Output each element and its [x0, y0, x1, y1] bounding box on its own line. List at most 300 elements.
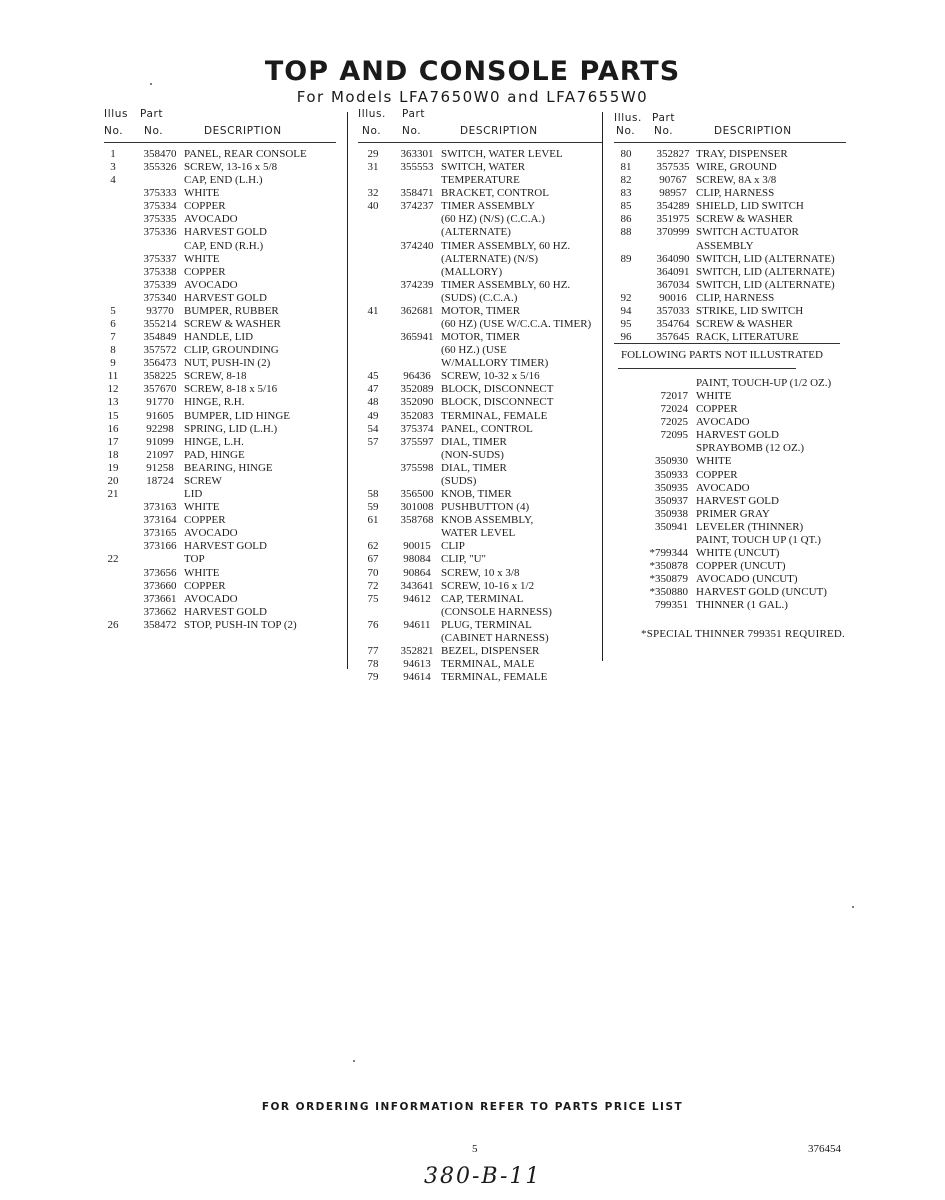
part-row — [358, 213, 602, 226]
illus-number: 76 — [367, 618, 379, 631]
part-description: WHITE — [696, 455, 732, 468]
part-number: 92298 — [146, 422, 174, 435]
part-description: TIMER ASSEMBLY — [441, 200, 535, 213]
not-illustrated-row — [614, 508, 846, 521]
part-number: 93770 — [146, 304, 174, 317]
part-description: SCREW, 8A x 3/8 — [696, 174, 777, 187]
part-row — [358, 540, 602, 553]
part-row — [358, 606, 602, 619]
illus-number: 95 — [620, 318, 632, 331]
part-number: 375339 — [143, 278, 177, 291]
part-description: AVOCADO — [184, 278, 238, 291]
part-description: PAD, HINGE — [184, 448, 245, 461]
part-number: 18724 — [146, 474, 174, 487]
part-row — [104, 449, 336, 462]
part-number: 362681 — [400, 304, 434, 317]
not-illustrated-row — [614, 586, 846, 599]
part-description: CLIP, GROUNDING — [184, 344, 279, 357]
scan-speck — [852, 906, 854, 908]
part-description: HINGE, R.H. — [184, 396, 245, 409]
part-number: 98957 — [659, 187, 687, 200]
part-number: 350938 — [655, 507, 688, 520]
part-row — [104, 148, 336, 161]
description-header: DESCRIPTION — [460, 125, 538, 137]
part-row — [358, 436, 602, 449]
parts-column-1 — [104, 106, 336, 632]
not-illustrated-row — [614, 534, 846, 547]
illus-number: 7 — [110, 331, 116, 344]
illus-number: 12 — [107, 383, 119, 396]
part-description: CAP, END (L.H.) — [184, 174, 263, 187]
part-number: 365941 — [400, 331, 434, 344]
part-description: AVOCADO — [184, 592, 238, 605]
part-description: ASSEMBLY — [696, 239, 754, 252]
part-row — [104, 383, 336, 396]
part-row — [104, 174, 336, 187]
part-description: TERMINAL, MALE — [441, 658, 535, 671]
part-number: 358225 — [143, 370, 177, 383]
part-description: SWITCH, LID (ALTERNATE) — [696, 252, 835, 265]
part-number: 355553 — [400, 161, 434, 174]
part-description: COPPER (UNCUT) — [696, 560, 786, 573]
illus-number: 80 — [620, 148, 632, 160]
part-description: W/MALLORY TIMER) — [441, 357, 549, 370]
part-row — [358, 410, 602, 423]
part-description: HARVEST GOLD — [696, 494, 779, 507]
part-row — [104, 619, 336, 632]
part-row — [358, 475, 602, 488]
part-number: 370999 — [656, 226, 690, 239]
part-description: AVOCADO — [184, 527, 238, 540]
part-description: CLIP — [441, 540, 465, 553]
part-row — [104, 253, 336, 266]
part-row — [614, 174, 846, 187]
part-description: (ALTERNATE) — [441, 226, 511, 239]
part-description: SCREW, 8-18 — [184, 370, 247, 383]
part-description: PAINT, TOUCH UP (1 QT.) — [696, 533, 821, 546]
part-header: Part — [652, 112, 676, 124]
illus-number: 32 — [367, 187, 379, 200]
part-row — [104, 488, 336, 501]
illus-number: 67 — [367, 553, 379, 566]
part-description: SPRAYBOMB (12 OZ.) — [696, 442, 805, 455]
part-number: 72025 — [660, 416, 688, 429]
description-header: DESCRIPTION — [204, 125, 282, 137]
page-title: TOP AND CONSOLE PARTS — [264, 56, 681, 87]
part-description: COPPER — [184, 579, 226, 592]
column-divider — [602, 112, 603, 661]
part-row — [104, 436, 336, 449]
part-number: 354849 — [143, 331, 177, 344]
part-number: 357535 — [656, 161, 690, 174]
part-row — [358, 174, 602, 187]
part-description: SWITCH ACTUATOR — [696, 226, 799, 239]
part-row — [358, 161, 602, 174]
column-header — [104, 106, 336, 142]
illus-no-header: No. — [104, 125, 124, 137]
part-row — [614, 226, 846, 239]
illus-header: Illus. — [358, 108, 386, 120]
part-number: 358470 — [143, 148, 177, 160]
part-number: 374237 — [400, 200, 434, 213]
following-heading: FOLLOWING PARTS NOT ILLUSTRATED — [621, 349, 823, 361]
part-description: PANEL, REAR CONSOLE — [184, 148, 307, 160]
illus-number: 78 — [367, 658, 379, 671]
not-illustrated-row — [614, 429, 846, 442]
illus-number: 17 — [107, 435, 119, 448]
part-row — [358, 357, 602, 370]
part-row — [358, 514, 602, 527]
illus-no-header: No. — [362, 125, 382, 137]
part-description: COPPER — [184, 200, 226, 213]
part-number: 21097 — [146, 448, 174, 461]
illus-number: 26 — [107, 618, 119, 631]
part-description: SCREW & WASHER — [696, 318, 793, 331]
part-number: 375598 — [400, 461, 434, 474]
part-row — [358, 292, 602, 305]
part-number: 350941 — [655, 520, 688, 533]
illus-number: 79 — [367, 671, 379, 684]
part-row — [104, 266, 336, 279]
illus-number: 47 — [367, 383, 379, 396]
part-description: SWITCH, WATER — [441, 161, 526, 174]
illus-number: 58 — [367, 488, 379, 501]
part-row — [358, 226, 602, 239]
part-row — [104, 200, 336, 213]
part-number: *350880 — [649, 586, 688, 599]
part-row — [104, 357, 336, 370]
part-row — [358, 383, 602, 396]
part-row — [614, 200, 846, 213]
column-header — [358, 106, 602, 142]
illus-number: 70 — [367, 566, 379, 579]
illus-number: 9 — [110, 357, 116, 370]
part-description: WHITE — [184, 252, 220, 265]
part-row — [614, 318, 846, 331]
part-row — [104, 593, 336, 606]
part-number: 90016 — [659, 291, 687, 304]
part-description: PRIMER GRAY — [696, 507, 770, 520]
part-description: SPRING, LID (L.H.) — [184, 422, 278, 435]
illus-number: 16 — [107, 422, 119, 435]
part-number: 94613 — [403, 658, 431, 671]
part-number: 352821 — [400, 644, 434, 657]
part-description: PUSHBUTTON (4) — [441, 501, 530, 514]
illus-number: 82 — [620, 174, 632, 187]
illus-number: 4 — [110, 174, 116, 187]
part-number: 91099 — [146, 435, 174, 448]
part-row — [104, 213, 336, 226]
part-description: SHIELD, LID SWITCH — [696, 200, 804, 213]
illus-number: 48 — [367, 396, 379, 409]
part-description: BEARING, HINGE — [184, 461, 273, 474]
parts-rows — [614, 148, 846, 344]
part-number: 357670 — [143, 383, 177, 396]
part-description: SCREW, 10-32 x 5/16 — [441, 370, 540, 383]
part-description: (MALLORY) — [441, 265, 503, 278]
column-header — [614, 106, 846, 142]
part-number: 343641 — [400, 579, 434, 592]
part-number: 94614 — [403, 671, 431, 684]
not-illustrated-row — [614, 442, 846, 455]
part-description: BLOCK, DISCONNECT — [441, 396, 554, 409]
part-number: 375597 — [400, 435, 434, 448]
not-illustrated-row — [614, 469, 846, 482]
illus-number: 40 — [367, 200, 379, 213]
part-description: COPPER — [696, 403, 738, 416]
description-header: DESCRIPTION — [714, 125, 792, 137]
part-row — [104, 305, 336, 318]
part-number: 373164 — [143, 514, 177, 527]
illus-number: 85 — [620, 200, 632, 213]
part-number: 373166 — [143, 540, 177, 553]
part-number: *350878 — [649, 560, 688, 573]
part-row — [358, 331, 602, 344]
part-description: HARVEST GOLD — [184, 605, 267, 618]
part-row — [104, 331, 336, 344]
part-row — [614, 266, 846, 279]
part-row — [358, 344, 602, 357]
part-row — [104, 527, 336, 540]
part-description: SWITCH, WATER LEVEL — [441, 148, 563, 160]
part-description: AVOCADO — [696, 481, 750, 494]
part-number: 355214 — [143, 318, 177, 331]
illus-no-header: No. — [616, 125, 636, 137]
part-description: TOP — [184, 553, 205, 566]
illus-number: 81 — [620, 161, 632, 174]
part-row — [104, 226, 336, 239]
illus-number: 94 — [620, 304, 632, 317]
part-row — [358, 580, 602, 593]
illus-number: 18 — [107, 448, 119, 461]
part-description: TRAY, DISPENSER — [696, 148, 788, 160]
part-row — [614, 253, 846, 266]
part-row — [104, 462, 336, 475]
part-number: 350935 — [655, 481, 688, 494]
part-description: KNOB ASSEMBLY, — [441, 514, 534, 527]
part-description: (SUDS) (C.C.A.) — [441, 291, 518, 304]
ordering-footer: FOR ORDERING INFORMATION REFER TO PARTS PRICE LIST — [261, 1101, 684, 1113]
part-no-header: No. — [654, 125, 674, 137]
part-description: NUT, PUSH-IN (2) — [184, 357, 271, 370]
part-row — [358, 553, 602, 566]
part-description: MOTOR, TIMER — [441, 331, 521, 344]
part-description: (NON-SUDS) — [441, 448, 504, 461]
part-number: 351975 — [656, 213, 690, 226]
not-illustrated-row — [614, 560, 846, 573]
illus-number: 75 — [367, 592, 379, 605]
part-number: 373163 — [143, 501, 177, 514]
part-description: COPPER — [184, 514, 226, 527]
part-number: 374239 — [400, 278, 434, 291]
following-top-rule — [614, 343, 840, 344]
part-number: 373661 — [143, 592, 177, 605]
part-header: Part — [402, 108, 426, 120]
part-description: CLIP, HARNESS — [696, 187, 775, 200]
not-illustrated-row — [614, 547, 846, 560]
part-number: 72017 — [660, 390, 688, 403]
part-description: SCREW, 8-18 x 5/16 — [184, 383, 278, 396]
illus-number: 49 — [367, 409, 379, 422]
part-number: 354289 — [656, 200, 690, 213]
parts-column-3 — [614, 106, 846, 344]
part-row — [358, 462, 602, 475]
illus-number: 45 — [367, 370, 379, 383]
not-illustrated-row — [614, 573, 846, 586]
not-illustrated-row — [614, 377, 846, 390]
part-description: KNOB, TIMER — [441, 488, 512, 501]
part-row — [358, 148, 602, 161]
part-number: 352089 — [400, 383, 434, 396]
parts-column-2 — [358, 106, 602, 684]
part-row — [614, 305, 846, 318]
part-row — [104, 580, 336, 593]
part-description: (CABINET HARNESS) — [441, 631, 549, 644]
part-row — [614, 279, 846, 292]
not-illustrated-row — [614, 521, 846, 534]
part-description: AVOCADO — [184, 213, 238, 226]
part-number: 91258 — [146, 461, 174, 474]
part-number: *799344 — [649, 547, 688, 560]
part-row — [358, 187, 602, 200]
part-description: COPPER — [184, 265, 226, 278]
illus-number: 72 — [367, 579, 379, 592]
part-description: HARVEST GOLD — [696, 429, 779, 442]
part-number: 375336 — [143, 226, 177, 239]
part-number: 375340 — [143, 291, 177, 304]
illus-number: 41 — [367, 304, 379, 317]
part-row — [358, 658, 602, 671]
illus-number: 6 — [110, 318, 116, 331]
part-number: 90864 — [403, 566, 431, 579]
part-number: 356500 — [400, 488, 434, 501]
part-number: 357033 — [656, 304, 690, 317]
illus-number: 13 — [107, 396, 119, 409]
illus-header: Illus — [104, 108, 129, 120]
illus-number: 20 — [107, 474, 119, 487]
part-number: 72095 — [660, 429, 688, 442]
part-number: 350933 — [655, 468, 688, 481]
part-number: 357645 — [656, 331, 690, 344]
scan-speck — [150, 83, 152, 85]
part-description: LID — [184, 488, 203, 501]
part-description: WATER LEVEL — [441, 527, 516, 540]
part-row — [104, 396, 336, 409]
part-description: THINNER (1 GAL.) — [696, 599, 788, 612]
part-description: WHITE — [184, 501, 220, 514]
part-row — [104, 501, 336, 514]
part-description: STRIKE, LID SWITCH — [696, 304, 804, 317]
part-description: WIRE, GROUND — [696, 161, 777, 174]
part-description: SCREW, 10-16 x 1/2 — [441, 579, 535, 592]
part-description: (60 HZ) (USE W/C.C.A. TIMER) — [441, 318, 592, 331]
part-description: AVOCADO — [696, 416, 750, 429]
part-row — [104, 475, 336, 488]
part-row — [358, 253, 602, 266]
part-description: DIAL, TIMER — [441, 435, 507, 448]
part-number: 364090 — [656, 252, 690, 265]
illus-number: 3 — [110, 161, 116, 174]
part-row — [358, 671, 602, 684]
part-number: 367034 — [656, 278, 690, 291]
models-subtitle: For Models LFA7650W0 and LFA7655W0 — [296, 88, 649, 106]
part-row — [614, 240, 846, 253]
illus-header: Illus. — [614, 112, 642, 124]
part-row — [614, 213, 846, 226]
part-row — [358, 200, 602, 213]
illus-number: 57 — [367, 435, 379, 448]
illus-number: 8 — [110, 344, 116, 357]
part-row — [104, 410, 336, 423]
part-description: WHITE (UNCUT) — [696, 547, 780, 560]
part-row — [358, 396, 602, 409]
part-description: PAINT, TOUCH-UP (1/2 OZ.) — [696, 377, 832, 389]
not-illustrated-row — [614, 482, 846, 495]
part-number: 352827 — [656, 148, 690, 160]
part-number: 356473 — [143, 357, 177, 370]
part-number: 357572 — [143, 344, 177, 357]
part-number: 98084 — [403, 553, 431, 566]
part-row — [358, 449, 602, 462]
part-number: 94611 — [403, 618, 431, 631]
illus-number: 61 — [367, 514, 379, 527]
part-number: 355326 — [143, 161, 177, 174]
part-description: DIAL, TIMER — [441, 461, 507, 474]
not-illustrated-row — [614, 416, 846, 429]
part-row — [104, 292, 336, 305]
part-row — [614, 161, 846, 174]
part-row — [614, 187, 846, 200]
illus-number: 54 — [367, 422, 379, 435]
part-description: BUMPER, LID HINGE — [184, 409, 291, 422]
part-number: 350937 — [655, 494, 688, 507]
part-description: (60 HZ.) (USE — [441, 344, 507, 357]
part-row — [104, 606, 336, 619]
part-row — [104, 514, 336, 527]
part-row — [358, 567, 602, 580]
part-description: (SUDS) — [441, 474, 477, 487]
part-description: (ALTERNATE) (N/S) — [441, 252, 539, 265]
part-description: (60 HZ) (N/S) (C.C.A.) — [441, 213, 545, 226]
not-illustrated-row — [614, 599, 846, 612]
illus-number: 62 — [367, 540, 379, 553]
part-row — [358, 632, 602, 645]
not-illustrated-row — [614, 403, 846, 416]
parts-rows — [104, 148, 336, 632]
part-description: CLIP, "U" — [441, 553, 487, 566]
part-description: TIMER ASSEMBLY, 60 HZ. — [441, 278, 571, 291]
part-description: LEVELER (THINNER) — [696, 520, 804, 533]
part-number: 91770 — [146, 396, 174, 409]
part-number: 364091 — [656, 265, 690, 278]
part-row — [358, 240, 602, 253]
part-number: 352090 — [400, 396, 434, 409]
illus-number: 88 — [620, 226, 632, 239]
part-description: WHITE — [696, 390, 732, 403]
part-description: TEMPERATURE — [441, 174, 520, 187]
illus-number: 86 — [620, 213, 632, 226]
part-row — [104, 240, 336, 253]
part-row — [104, 553, 336, 566]
part-row — [358, 370, 602, 383]
part-number: 91605 — [146, 409, 174, 422]
part-description: HARVEST GOLD — [184, 540, 267, 553]
part-row — [358, 593, 602, 606]
part-row — [358, 318, 602, 331]
part-row — [358, 279, 602, 292]
part-description: SCREW & WASHER — [696, 213, 793, 226]
part-number: 374240 — [400, 239, 434, 252]
